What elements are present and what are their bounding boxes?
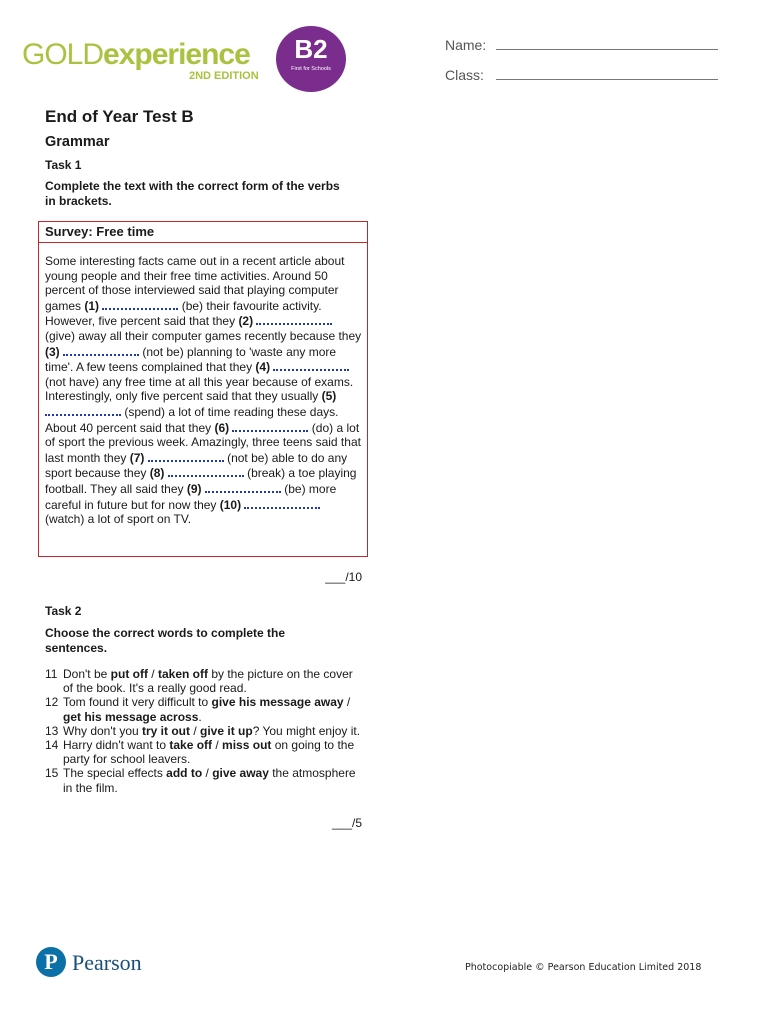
- survey-text: [45, 254, 363, 527]
- gap-number: (3): [45, 344, 60, 359]
- text-segment: (break) a toe playing football. They all said they: [45, 466, 357, 496]
- list-item: [45, 667, 363, 695]
- text-segment: (not be) able to do any sport because they: [45, 450, 348, 481]
- option-a[interactable]: add to: [166, 766, 203, 781]
- level-sublabel: First for Schools: [291, 66, 331, 72]
- answer-blank-9[interactable]: [205, 481, 281, 493]
- text-segment: (be) more careful in future but for now they: [45, 481, 337, 512]
- option-separator: /: [343, 695, 351, 710]
- brand-edition: 2ND EDITION: [189, 70, 259, 82]
- list-item: [45, 724, 363, 738]
- option-a[interactable]: give his message away: [211, 695, 344, 710]
- task2-label: Task 2: [45, 604, 82, 618]
- class-label: Class:: [445, 67, 484, 83]
- publisher-name: Pearson: [72, 950, 142, 975]
- name-label: Name:: [445, 37, 487, 53]
- answer-blank-10[interactable]: [244, 497, 320, 509]
- option-b[interactable]: miss out: [222, 738, 272, 753]
- gap-number: (2): [238, 314, 254, 329]
- task2-items: [45, 667, 363, 795]
- option-b[interactable]: give away: [212, 766, 269, 781]
- gap-number: (5): [321, 389, 337, 404]
- text-segment: (do) a lot of sport the previous week. Amazingly, three teens said that last month they: [45, 420, 361, 465]
- level-label: B2: [294, 34, 328, 64]
- option-separator: /: [202, 766, 213, 781]
- option-a[interactable]: take off: [169, 738, 213, 753]
- option-separator: /: [147, 667, 158, 681]
- survey-box-header: [39, 222, 367, 243]
- answer-blank-4[interactable]: [273, 359, 349, 371]
- gap-number: (8): [149, 466, 165, 481]
- item-text: on going to the party for school leavers.: [63, 738, 355, 767]
- task1-score: ___/10: [325, 570, 362, 584]
- item-number: 11: [45, 667, 58, 681]
- item-text: The special effects: [63, 766, 167, 781]
- answer-blank-5[interactable]: [45, 404, 121, 416]
- answer-blank-7[interactable]: [148, 450, 224, 462]
- text-segment: (give) away all their computer games recently because they: [45, 328, 362, 343]
- survey-box: [38, 221, 368, 557]
- item-text: Harry didn't want to: [63, 738, 170, 753]
- option-b[interactable]: get his message across: [63, 709, 199, 724]
- list-item: [45, 695, 363, 723]
- task1-label: Task 1: [45, 158, 82, 172]
- page-title: End of Year Test B: [45, 107, 194, 126]
- option-b[interactable]: taken off: [157, 667, 208, 681]
- text-segment: Some interesting facts came out in a recent article about young people and their free time activities. Around 50 percent of those interviewed said that playing computer games: [45, 254, 345, 313]
- gap-number: (9): [186, 481, 202, 496]
- item-text: the atmosphere in the film.: [63, 766, 356, 795]
- task2-instruction: Choose the correct words to complete the sentences.: [45, 626, 286, 655]
- item-text: Why don't you: [63, 723, 142, 738]
- item-text: ? You might enjoy it.: [252, 723, 361, 738]
- item-number: 15: [45, 766, 59, 781]
- level-badge: [276, 26, 346, 92]
- option-a[interactable]: put off: [110, 667, 148, 681]
- list-item: [45, 766, 363, 794]
- survey-title: Survey: Free time: [45, 224, 155, 239]
- section-title: Grammar: [45, 134, 110, 150]
- copyright-notice: Photocopiable © Pearson Education Limited 2018: [465, 962, 702, 973]
- item-number: 14: [45, 738, 59, 753]
- gap-number: (10): [219, 497, 242, 512]
- text-segment: (spend) a lot of time reading these days. About 40 percent said that they: [45, 404, 339, 435]
- class-field[interactable]: [496, 79, 718, 80]
- option-a[interactable]: try it out: [142, 723, 190, 738]
- gap-number: (6): [214, 420, 230, 435]
- pearson-logo-icon: P: [36, 947, 66, 977]
- task1-instruction: Complete the text with the correct form of the verbs in brackets.: [45, 179, 340, 208]
- gap-number: (4): [255, 360, 271, 375]
- gap-number: (7): [129, 450, 145, 465]
- option-separator: /: [212, 738, 223, 753]
- option-b[interactable]: give it up: [200, 723, 253, 738]
- item-text: .: [198, 709, 202, 724]
- item-number: 13: [45, 723, 59, 738]
- option-separator: /: [190, 723, 201, 738]
- brand-gold: GOLD: [22, 38, 104, 71]
- item-text: Tom found it very difficult to: [63, 695, 212, 710]
- brand-experience: experience: [103, 38, 250, 71]
- answer-blank-8[interactable]: [168, 465, 244, 477]
- answer-blank-1[interactable]: [102, 298, 178, 310]
- item-number: 12: [45, 695, 59, 710]
- task2-score: ___/5: [331, 816, 362, 830]
- item-text: Don't be: [63, 667, 111, 681]
- answer-blank-3[interactable]: [63, 344, 139, 356]
- gap-number: (1): [84, 298, 100, 313]
- item-text: by the picture on the cover of the book. It's a really good read.: [63, 667, 353, 696]
- brand-logo: [22, 38, 250, 72]
- text-segment: (watch) a lot of sport on TV.: [45, 512, 192, 527]
- list-item: [45, 738, 363, 766]
- name-field[interactable]: [496, 49, 718, 50]
- text-segment: (be) their favourite activity. However, five percent said that they: [45, 298, 322, 329]
- text-segment: (not be) planning to 'waste any more time'. A few teens complained that they: [45, 344, 337, 375]
- answer-blank-6[interactable]: [232, 420, 308, 432]
- text-segment: (not have) any free time at all this year because of exams. Interestingly, only five percent said that they usually: [45, 374, 354, 404]
- answer-blank-2[interactable]: [256, 313, 332, 325]
